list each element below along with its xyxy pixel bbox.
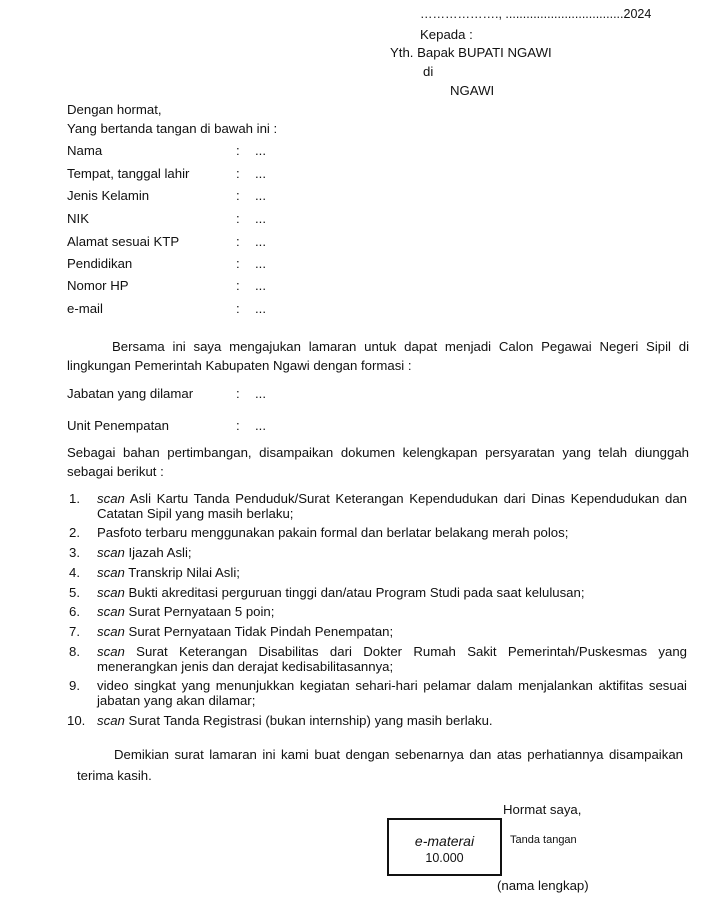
- list-item: [67, 492, 687, 521]
- list-number: 10.: [67, 712, 86, 728]
- closing-paragraph: Demikian surat lamaran ini kami buat dengan sebenarnya dan atas perhatiannya disampaikan terima kasih.: [77, 747, 683, 783]
- field-value: ...: [255, 278, 266, 293]
- list-text: video singkat yang menunjukkan kegiatan sehari-hari pelamar dalam menjalankan aktifitas sesuai jabatan yang akan dilamar;: [97, 678, 687, 708]
- field-value: ...: [255, 418, 266, 433]
- list-number: 5.: [69, 584, 80, 600]
- scan-prefix: scan: [97, 604, 125, 620]
- field-label: Pendidikan: [67, 256, 133, 271]
- field-row: [0, 143, 726, 161]
- field-row: [0, 211, 726, 229]
- recipient-di: di: [423, 64, 434, 79]
- list-item: [67, 679, 687, 708]
- scan-prefix: scan: [97, 491, 125, 506]
- list-number: 2.: [69, 525, 80, 541]
- list-item: [67, 714, 687, 729]
- list-text: Ijazah Asli;: [124, 545, 192, 561]
- list-text: Bukti akreditasi perguruan tinggi dan/atau Program Studi pada saat kelulusan;: [124, 584, 585, 600]
- field-colon: :: [236, 301, 240, 316]
- field-colon: :: [236, 256, 240, 271]
- field-value: ...: [255, 188, 266, 203]
- field-row: [0, 188, 726, 206]
- field-value: ...: [255, 256, 266, 271]
- field-label: e-mail: [67, 301, 103, 316]
- field-colon: :: [236, 386, 240, 401]
- list-item: [67, 526, 687, 541]
- materai-box: [387, 818, 502, 876]
- scan-prefix: scan: [97, 644, 125, 660]
- field-value: ...: [255, 166, 266, 181]
- list-text: Surat Keterangan Disabilitas dari Dokter Rumah Sakit Pemerintah/Puskesmas yang menerangkan jenis dan derajat kedisabilitasannya;: [97, 644, 687, 674]
- documents-list: [67, 492, 687, 733]
- materai-value: 10.000: [425, 851, 464, 865]
- salutation: Dengan hormat,: [67, 102, 162, 117]
- intro-line: Yang bertanda tangan di bawah ini :: [67, 121, 278, 136]
- list-item: [67, 645, 687, 674]
- field-row: [0, 256, 726, 274]
- list-text: Surat Tanda Registrasi (bukan internship) yang masih berlaku.: [124, 712, 493, 728]
- field-colon: :: [236, 278, 240, 293]
- field-row: [0, 166, 726, 184]
- list-item: [67, 566, 687, 581]
- list-number: 9.: [69, 678, 80, 694]
- recipient-city: NGAWI: [450, 83, 495, 98]
- list-text: Surat Pernyataan Tidak Pindah Penempatan;: [124, 624, 394, 640]
- scan-prefix: scan: [97, 624, 125, 640]
- scan-prefix: scan: [97, 545, 125, 561]
- list-number: 3.: [69, 545, 80, 561]
- list-text: Surat Pernyataan 5 poin;: [124, 604, 275, 620]
- field-label: Alamat sesuai KTP: [67, 234, 180, 249]
- field-colon: :: [236, 418, 240, 433]
- documents-intro: Sebagai bahan pertimbangan, disampaikan dokumen kelengkapan persyaratan yang telah diunggah sebagai berikut :: [67, 445, 689, 479]
- field-value: ...: [255, 301, 266, 316]
- field-value: ...: [255, 143, 266, 158]
- field-label: Unit Penempatan: [67, 418, 169, 433]
- field-colon: :: [236, 211, 240, 226]
- field-colon: :: [236, 234, 240, 249]
- materai-title: e-materai: [414, 833, 475, 849]
- field-label: Nomor HP: [67, 278, 129, 293]
- list-number: 1.: [69, 491, 80, 506]
- date-line: ………………., ..................................2024: [420, 7, 652, 21]
- field-row: [0, 301, 726, 319]
- field-label: NIK: [67, 211, 89, 226]
- field-row: [0, 234, 726, 252]
- list-text: Transkrip Nilai Asli;: [124, 564, 240, 580]
- field-label: Jenis Kelamin: [67, 188, 150, 203]
- field-value: ...: [255, 211, 266, 226]
- scan-prefix: scan: [97, 584, 125, 600]
- field-colon: :: [236, 166, 240, 181]
- list-text: Asli Kartu Tanda Penduduk/Surat Keterangan Kependudukan dari Dinas Kependudukan dan Catatan Sipil yang masih berlaku;: [97, 491, 687, 521]
- signature-label: Tanda tangan: [510, 834, 577, 846]
- list-number: 8.: [69, 644, 80, 660]
- field-label: Jabatan yang dilamar: [67, 386, 194, 401]
- kepada-label: Kepada :: [420, 27, 473, 42]
- field-colon: :: [236, 188, 240, 203]
- list-item: [67, 546, 687, 561]
- field-row: [0, 386, 726, 404]
- field-row: [0, 418, 726, 436]
- list-number: 6.: [69, 604, 80, 620]
- application-paragraph: Bersama ini saya mengajukan lamaran untuk dapat menjadi Calon Pegawai Negeri Sipil di lingkungan Pemerintah Kabupaten Ngawi dengan formasi :: [67, 339, 689, 373]
- name-placeholder: (nama lengkap): [497, 878, 589, 893]
- field-label: Tempat, tanggal lahir: [67, 166, 190, 181]
- list-item: [67, 605, 687, 620]
- scan-prefix: scan: [97, 564, 125, 580]
- field-colon: :: [236, 143, 240, 158]
- field-value: ...: [255, 234, 266, 249]
- field-row: [0, 278, 726, 296]
- list-number: 4.: [69, 564, 80, 580]
- regards: Hormat saya,: [503, 802, 582, 817]
- field-label: Nama: [67, 143, 103, 158]
- list-text: Pasfoto terbaru menggunakan pakain formal dan berlatar belakang merah polos;: [97, 525, 569, 541]
- list-item: [67, 625, 687, 640]
- list-number: 7.: [69, 624, 80, 640]
- field-value: ...: [255, 386, 266, 401]
- list-item: [67, 586, 687, 601]
- scan-prefix: scan: [97, 712, 125, 728]
- recipient: Yth. Bapak BUPATI NGAWI: [390, 45, 552, 60]
